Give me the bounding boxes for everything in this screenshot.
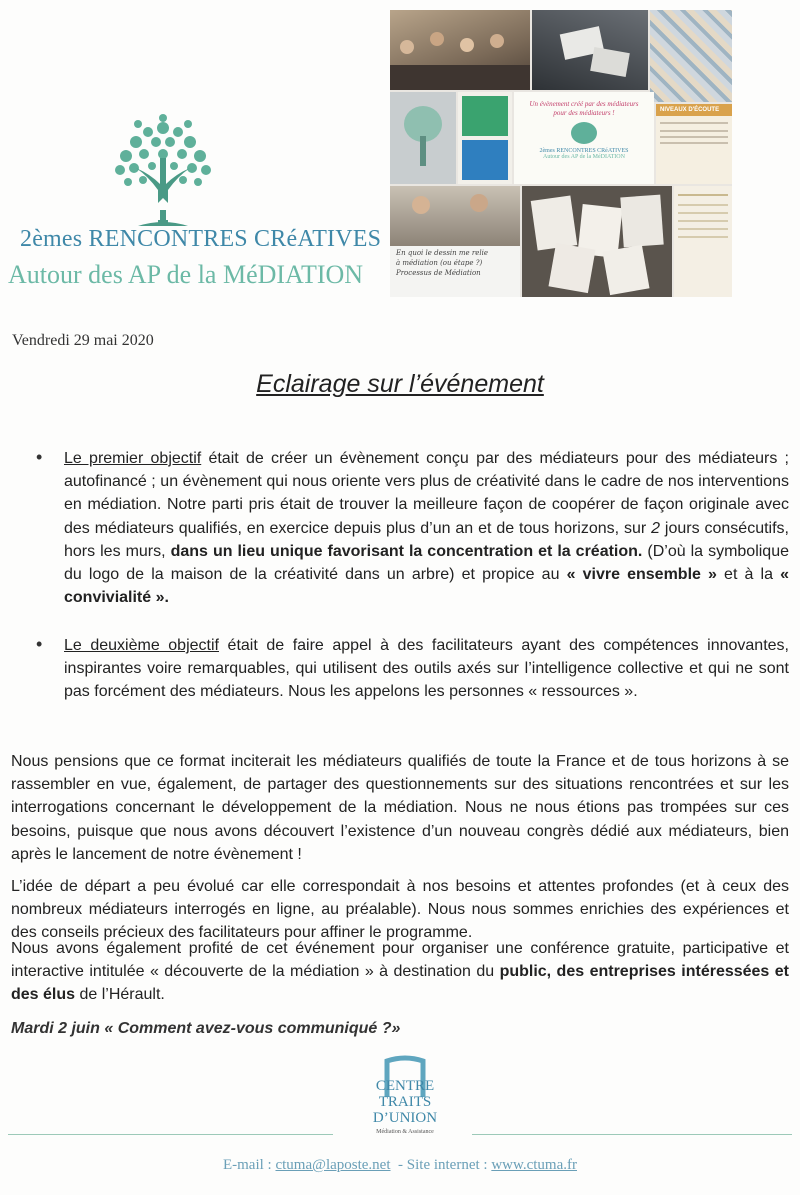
- poster-title: 2èmes RENCONTRES CRéATIVES: [539, 148, 629, 154]
- flipchart-line1: En quoi le dessin me relie: [396, 249, 489, 257]
- ctu-line2: TRAITS: [378, 1094, 432, 1110]
- paragraph-conference: Nous avons également profité de cet événement pour organiser une conférence gratuite, participative et interactive intitulée « découverte de la médiation » à destination du public, des entreprises intéressées et des élus de l’Hérault.: [11, 940, 789, 1004]
- poster-event: [514, 92, 654, 184]
- photo-participants: [390, 186, 520, 246]
- niveaux-label: NIVEAUX D'ÉCOUTE: [656, 104, 732, 116]
- flipchart-line2: à médiation (ou étape ?): [396, 259, 483, 267]
- photo-menus: [674, 186, 732, 297]
- photo-meeting: [390, 10, 530, 90]
- tree-logo-icon: [108, 110, 218, 228]
- flipchart-line3: Processus de Médiation: [396, 269, 481, 277]
- objective-1-lead: Le premier objectif: [64, 450, 202, 467]
- photo-document-niveaux: [656, 104, 732, 184]
- photo-tree-logo: [390, 92, 456, 184]
- email-link[interactable]: ctuma@laposte.net: [275, 1157, 391, 1173]
- bullet-icon: •: [36, 634, 43, 654]
- ctu-tagline: Médiation & Assistance: [376, 1129, 434, 1135]
- logo-subtitle: Autour des AP de la MéDIATION: [8, 260, 364, 289]
- photo-collage: [390, 10, 732, 297]
- poster-tagline: Un évènement créé par des médiateurs pour des médiateurs !: [529, 100, 639, 117]
- ctu-line1: CENTRE: [375, 1078, 435, 1094]
- photo-cards-floor: [650, 10, 732, 102]
- poster-subtitle: Autour des AP de la MéDIATION: [543, 154, 625, 160]
- next-date-heading: Mardi 2 juin « Comment avez-vous communiqué ?»: [11, 1020, 401, 1037]
- footer-contact: E-mail : ctuma@laposte.net - Site internet : www.ctuma.fr: [222, 1157, 577, 1173]
- logo-title: 2èmes RENCONTRES CRéATIVES: [20, 226, 382, 252]
- objective-1-paragraph: Le premier objectif était de créer un évènement conçu par des médiateurs pour des médiateurs ; autofinancé ; un évènement qui nous oriente vers plus de créativité dans le cadre de nos interventions en médiation. Notre parti pris était de trouver la meilleure façon de coopérer de façon originale avec des médiateurs qualifiés, en exercice depuis plus d’un an et de tous horizons, sur 2 jours consécutifs, hors les murs, dans un lieu unique favorisant la concentration et la création. (D’où la symbolique du logo de la maison de la créativité dans un arbre) et propice au « vivre ensemble » et à la « convivialité ».: [64, 450, 790, 607]
- page-title: Eclairage sur l’événement: [256, 370, 544, 398]
- website-link[interactable]: www.ctuma.fr: [491, 1157, 577, 1173]
- objective-2-paragraph: Le deuxième objectif était de faire appel à des facilitateurs ayant des compétences innovantes, inspirantes voire remarquables, qui utilisent des outils axés sur l’intelligence collective et qui ne sont pas forcément des médiateurs. Nous les appelons les personnes « ressources ».: [64, 637, 789, 701]
- paragraph-format: Nous pensions que ce format inciterait les médiateurs qualifiés de toute la France et de tous horizons à se rassembler en vue, également, de partager des questionnements sur des situations rencontrées et sur les interrogations concernant le développement de la médiation. Nous ne nous étions pas trompées sur ces besoins, puisque que nous avons découvert l’existence d’un nouveau congrès dédié aux médiateurs, bien après le lancement de notre évènement !: [11, 753, 789, 863]
- photo-poster: [458, 92, 512, 184]
- footer-divider-left: [8, 1134, 333, 1135]
- photo-flipchart: [390, 246, 520, 297]
- footer-divider-right: [472, 1134, 792, 1135]
- photo-cards-hands: [532, 10, 648, 90]
- event-date: Vendredi 29 mai 2020: [12, 332, 154, 349]
- objective-2-lead: Le deuxième objectif: [64, 637, 219, 654]
- centre-traits-union-logo: [355, 1055, 455, 1137]
- paragraph-idea: L’idée de départ a peu évolué car elle correspondait à nos besoins et attentes profondes (et à ceux des nombreux médiateurs interrogés en ligne, au préalable). Nous nous sommes enrichies des expériences et des conseils précieux des facilitateurs pour affiner le programme.: [11, 878, 789, 942]
- bullet-icon: •: [36, 447, 43, 467]
- photo-drawings: [522, 186, 672, 297]
- ctu-line3: D’UNION: [372, 1110, 438, 1126]
